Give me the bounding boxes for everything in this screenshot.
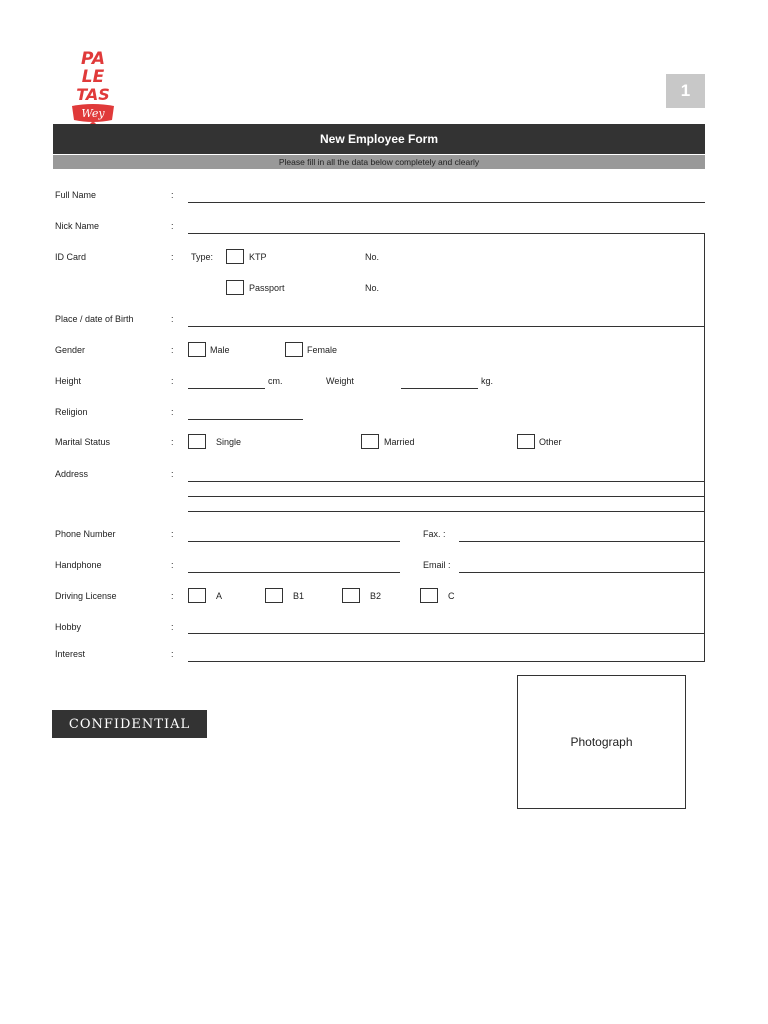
license-b2-label: B2 [370, 591, 382, 601]
logo-script: Wey [81, 107, 105, 120]
email-field[interactable] [459, 572, 705, 573]
male-checkbox[interactable] [188, 342, 206, 357]
phone-number-field[interactable] [188, 541, 400, 542]
colon: : [171, 591, 174, 601]
phone-number-label: Phone Number [55, 529, 116, 539]
colon: : [171, 376, 174, 386]
license-c-label: C [448, 591, 455, 601]
logo-line-1: PA [80, 49, 106, 69]
married-label: Married [384, 437, 415, 447]
handphone-field[interactable] [188, 572, 400, 573]
email-label: Email : [423, 560, 451, 570]
interest-label: Interest [55, 649, 86, 659]
passport-label: Passport [249, 283, 285, 293]
logo-line-2: LE [81, 67, 105, 87]
fax-field[interactable] [459, 541, 705, 542]
other-checkbox[interactable] [517, 434, 535, 449]
address-field-line-2[interactable] [188, 496, 705, 497]
colon: : [171, 649, 174, 659]
ktp-label: KTP [249, 252, 267, 262]
nick-name-field[interactable] [188, 233, 705, 234]
interest-field[interactable] [188, 661, 705, 662]
colon: : [171, 560, 174, 570]
address-field-line-1[interactable] [188, 481, 705, 482]
married-checkbox[interactable] [361, 434, 379, 449]
photograph-label: Photograph [570, 735, 633, 749]
full-name-label: Full Name [55, 190, 97, 200]
colon: : [171, 252, 174, 262]
confidential-label: CONFIDENTIAL [52, 710, 207, 738]
place-dob-label: Place / date of Birth [55, 314, 134, 324]
ktp-no-label: No. [365, 252, 380, 262]
weight-label: Weight [326, 376, 354, 386]
address-label: Address [55, 469, 89, 479]
colon: : [171, 437, 174, 447]
colon: : [171, 345, 174, 355]
other-label: Other [539, 437, 562, 447]
license-a-label: A [216, 591, 223, 601]
weight-field[interactable] [401, 388, 478, 389]
height-label: Height [55, 376, 82, 386]
colon: : [171, 190, 174, 200]
colon: : [171, 407, 174, 417]
height-unit: cm. [268, 376, 283, 386]
id-card-label: ID Card [55, 252, 87, 262]
height-field[interactable] [188, 388, 265, 389]
driving-license-label: Driving License [55, 591, 117, 601]
colon: : [171, 221, 174, 231]
license-b2-checkbox[interactable] [342, 588, 360, 603]
photograph-box[interactable] [517, 675, 686, 809]
passport-no-label: No. [365, 283, 380, 293]
nick-name-label: Nick Name [55, 221, 100, 231]
religion-label: Religion [55, 407, 88, 417]
single-checkbox[interactable] [188, 434, 206, 449]
form-subtitle: Please fill in all the data below completely and clearly [53, 155, 705, 169]
marital-status-label: Marital Status [55, 437, 111, 447]
address-field-line-3[interactable] [188, 511, 705, 512]
female-checkbox[interactable] [285, 342, 303, 357]
form-title: New Employee Form [53, 124, 705, 154]
license-a-checkbox[interactable] [188, 588, 206, 603]
passport-checkbox[interactable] [226, 280, 244, 295]
gender-label: Gender [55, 345, 86, 355]
colon: : [171, 314, 174, 324]
ktp-checkbox[interactable] [226, 249, 244, 264]
logo-line-3: TAS [76, 85, 110, 104]
license-b1-label: B1 [293, 591, 305, 601]
religion-field[interactable] [188, 419, 303, 420]
handphone-label: Handphone [55, 560, 102, 570]
fax-label: Fax. : [423, 529, 446, 539]
hobby-label: Hobby [55, 622, 82, 632]
hobby-field[interactable] [188, 633, 705, 634]
id-type-label: Type: [191, 252, 214, 262]
colon: : [171, 622, 174, 632]
colon: : [171, 529, 174, 539]
form-right-border [704, 233, 705, 661]
male-label: Male [210, 345, 230, 355]
license-b1-checkbox[interactable] [265, 588, 283, 603]
colon: : [171, 469, 174, 479]
single-label: Single [216, 437, 242, 447]
weight-unit: kg. [481, 376, 494, 386]
page-number-badge: 1 [666, 74, 705, 108]
full-name-field[interactable] [188, 202, 705, 203]
place-dob-field[interactable] [188, 326, 705, 327]
female-label: Female [307, 345, 338, 355]
license-c-checkbox[interactable] [420, 588, 438, 603]
